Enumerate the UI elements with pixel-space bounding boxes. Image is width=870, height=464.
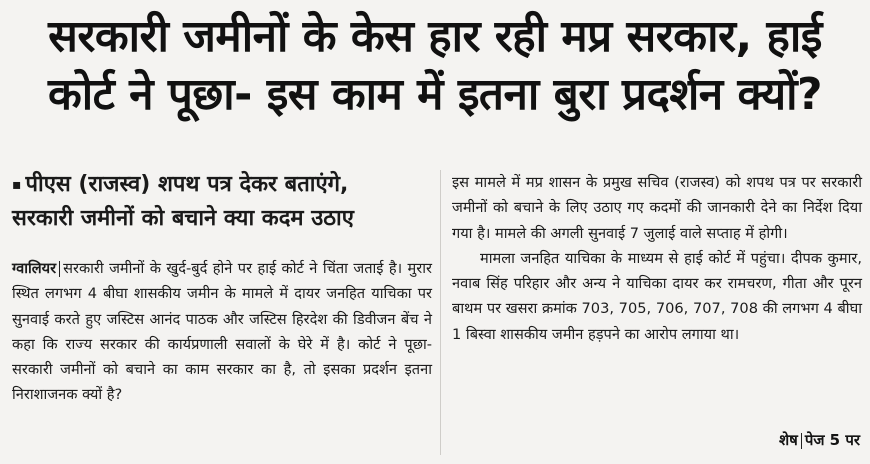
continuation-page: पेज 5 पर xyxy=(804,431,860,449)
continuation-note xyxy=(779,428,860,453)
bullet-icon: ▪ xyxy=(12,177,22,193)
right-column-paragraph-1: इस मामले में मप्र शासन के प्रमुख सचिव (राजस्व) को शपथ पत्र पर सरकारी जमीनों को बचाने के लिए उठाए गए कदमों की जानकारी देने का निर्देश दिया गया है। मामले की अगली सुनवाई 7 जुलाई वाले सप्ताह में होगी। xyxy=(452,174,862,242)
subheadline-line-2: सरकारी जमीनों को बचाने क्या कदम उठाए xyxy=(12,206,354,231)
column-divider xyxy=(440,170,441,455)
headline xyxy=(10,8,860,124)
dateline: ग्वालियर xyxy=(12,260,57,277)
left-column-paragraph xyxy=(12,256,432,408)
right-column-paragraph-2: मामला जनहित याचिका के माध्यम से हाई कोर्ट में पहुंचा। दीपक कुमार, नवाब सिंह परिहार और अन्य ने याचिका दायर कर रामचरण, गीता और पूरन बाथम पर खसरा क्रमांक 703, 705, 706, 707, 708 की लगभग 4 बीघा 1 बिस्वा शासकीय जमीन हड़पने का आरोप लगाया था। xyxy=(452,249,862,343)
dateline-separator xyxy=(59,261,60,277)
left-column-text: सरकारी जमीनों के खुर्द-बुर्द होने पर हाई कोर्ट ने चिंता जताई है। मुरार स्थित लगभग 4 बीघा शासकीय जमीन के मामले में दायर जनहित याचिका पर सुनवाई करते हुए जस्टिस आनंद पाठक और जस्टिस हिरदेश की डिवीजन बेंच ने कहा कि राज्य सरकार की कार्यप्रणाली सवालों के घेरे में है। कोर्ट ने पूछा- सरकारी जमीनों को बचाने का काम सरकार का है, तो इसका प्रदर्शन इतना निराशाजनक क्यों है? xyxy=(12,260,432,404)
left-column xyxy=(12,256,432,408)
continuation-label: शेष xyxy=(778,431,798,449)
right-column xyxy=(452,170,862,347)
headline-line-1: सरकारी जमीनों के केस हार रही मप्र सरकार, हाई xyxy=(48,11,822,62)
subheadline-text-1: पीएस (राजस्व) शपथ पत्र देकर बताएंगे, xyxy=(25,172,349,197)
subheadline xyxy=(12,168,432,236)
continuation-separator xyxy=(801,433,802,449)
headline-line-2: कोर्ट ने पूछा- इस काम में इतना बुरा प्रदर्शन क्यों? xyxy=(47,69,823,120)
subheadline-line-1 xyxy=(12,168,432,202)
